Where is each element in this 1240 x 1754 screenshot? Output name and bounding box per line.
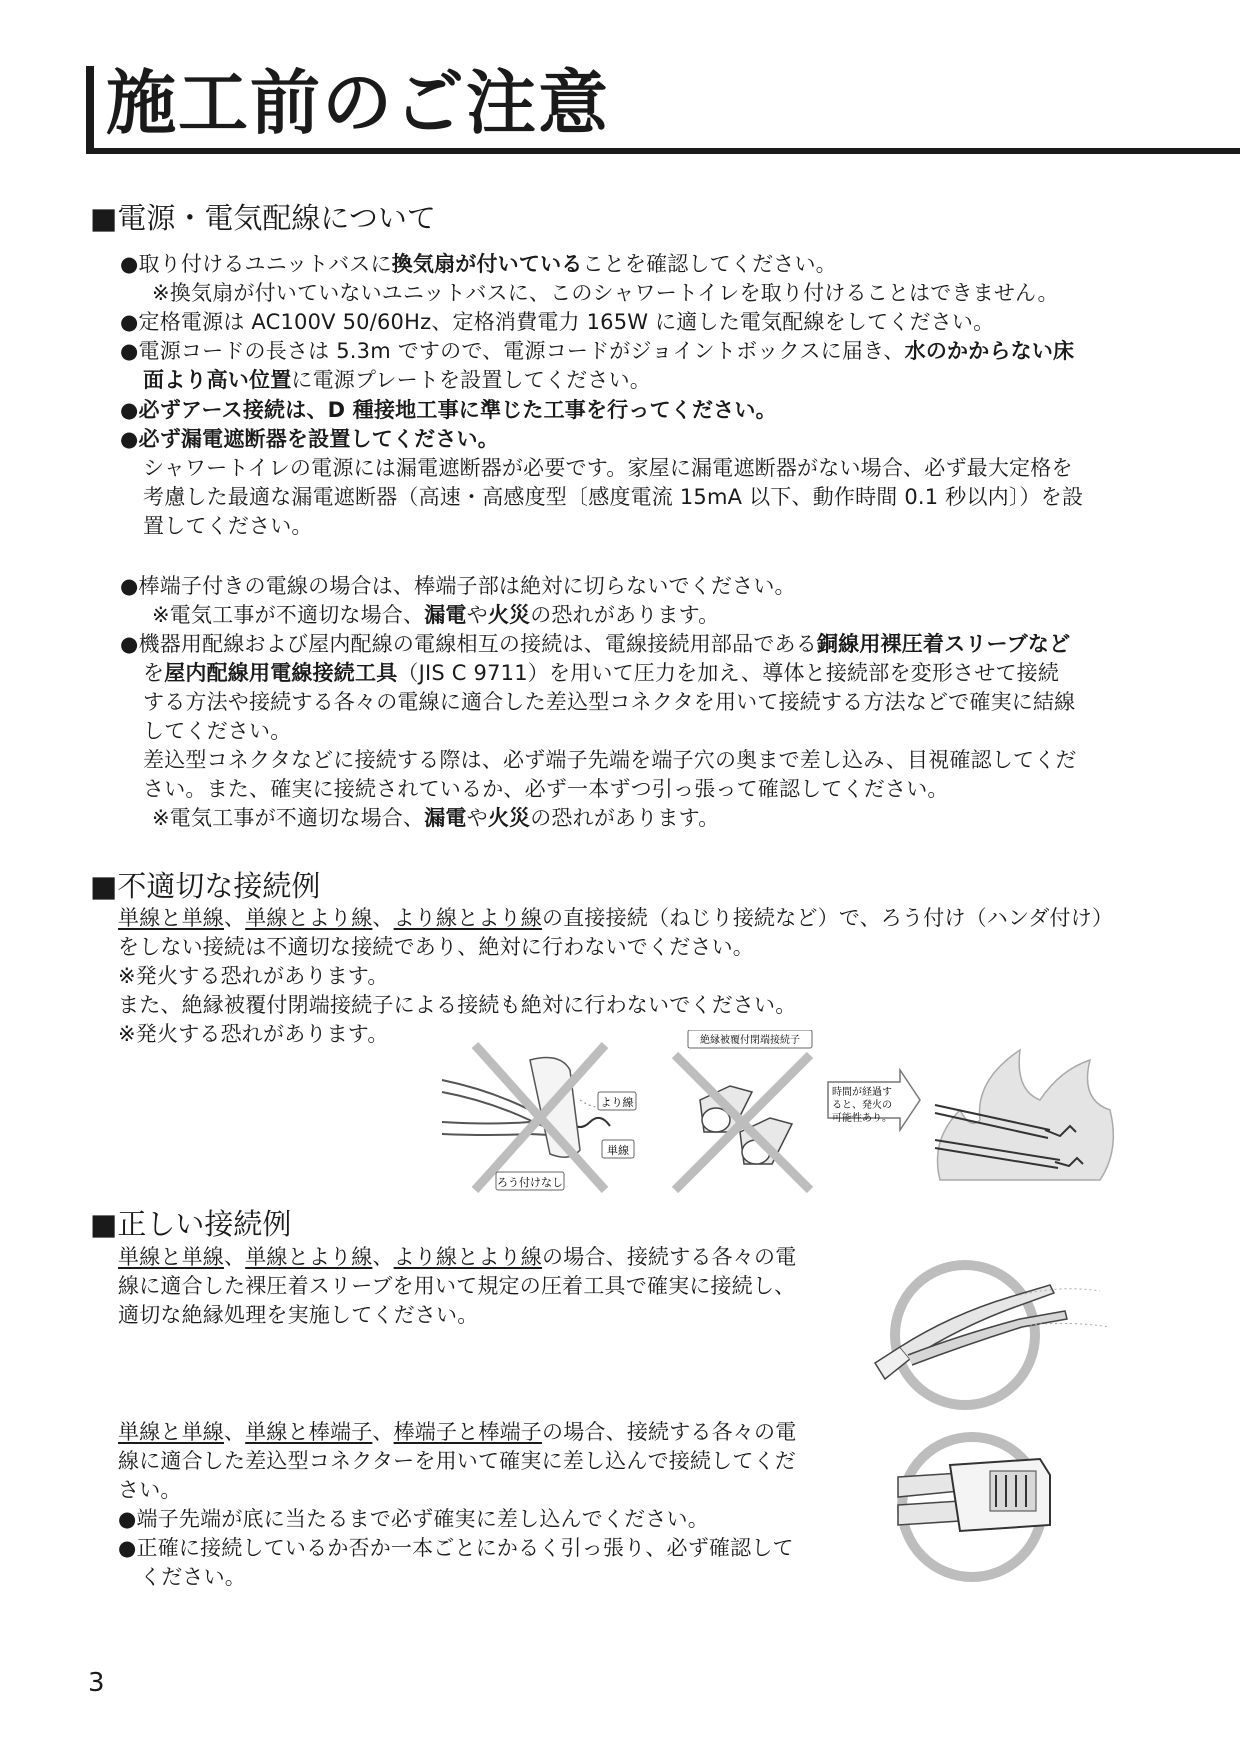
power-line-1: ●取り付けるユニットバスに換気扇が付いていることを確認してください。 (120, 252, 837, 276)
bad-connection-figure (430, 1030, 1120, 1200)
good-p1-line-3: 適切な絶縁処理を実施してください。 (118, 1303, 479, 1327)
bad-line-5: ※発火する恐れがあります。 (118, 1022, 389, 1046)
power-line-13: ●機器用配線および屋内配線の電線相互の接続は、電線接続用部品である銅線用裸圧着スリーブなど (120, 632, 1071, 656)
power-line-18: さい。また、確実に接続されているか、必ず一本ずつ引っ張って確認してください。 (143, 777, 949, 801)
power-line-15: する方法や接続する各々の電線に適合した差込型コネクタを用いて接続する方法などで確実に結線 (143, 690, 1076, 714)
bad-line-2: をしない接続は不適切な接続であり、絶対に行わないでください。 (118, 935, 754, 959)
label-twisted-wire: より線 (600, 1096, 634, 1109)
flame-illustration (938, 1050, 1114, 1180)
good-p2-line-4: ●端子先端が底に当たるまで必ず確実に差し込んでください。 (118, 1507, 709, 1531)
label-single-wire: 単線 (607, 1144, 629, 1157)
power-line-17: 差込型コネクタなどに接続する際は、必ず端子先端を端子穴の奥まで差し込み、目視確認してくだ (143, 748, 1077, 772)
good-p2-line-6: ください。 (140, 1565, 246, 1589)
title-rule (86, 148, 1240, 154)
crimp-tool-figure (870, 1255, 1120, 1415)
label-no-solder: ろう付けなし (497, 1176, 563, 1189)
power-line-4: ●電源コードの長さは 5.3m ですので、電源コードがジョイントボックスに届き、水のかからない床 (120, 339, 1075, 363)
push-in-connector-illustration (898, 1459, 1050, 1531)
section-heading-power: ■電源・電気配線について (90, 201, 436, 235)
power-line-3: ●定格電源は AC100V 50/60Hz、定格消費電力 165W に適した電気配線をしてください。 (120, 310, 995, 334)
page-title: 施工前のご注意 (106, 62, 610, 144)
power-line-7: ●必ず漏電遮断器を設置してください。 (120, 427, 499, 451)
power-line-5: 面より高い位置に電源プレートを設置してください。 (143, 368, 651, 392)
power-line-9: 考慮した最適な漏電遮断器（高速・高感度型〔感度電流 15mA 以下、動作時間 0.1 秒以内〕）を設 (143, 485, 1084, 509)
bad-line-4: また、絶縁被覆付閉端接続子による接続も絶対に行わないでください。 (118, 993, 797, 1017)
section-heading-good: ■正しい接続例 (90, 1207, 292, 1241)
power-line-19: ※電気工事が不適切な場合、漏電や火災の恐れがあります。 (152, 806, 720, 830)
label-closed-end-connector: 絶縁被覆付閉端接続子 (700, 1035, 800, 1046)
page-number: 3 (88, 1668, 105, 1698)
power-line-8: シャワートイレの電源には漏電遮断器が必要です。家屋に漏電遮断器がない場合、必ず最大定格を (143, 456, 1073, 480)
title-accent-bar (86, 66, 94, 154)
good-p2-line-5: ●正確に接続しているか否か一本ごとにかるく引っ張り、必ず確認して (118, 1536, 794, 1560)
power-line-12: ※電気工事が不適切な場合、漏電や火災の恐れがあります。 (152, 603, 720, 627)
good-p2-line-1: 単線と単線、単線と棒端子、棒端子と棒端子の場合、接続する各々の電 (118, 1420, 797, 1444)
power-line-6: ●必ずアース接続は、D 種接地工事に準じた工事を行ってください。 (120, 398, 777, 422)
good-p1-line-1: 単線と単線、単線とより線、より線とより線の場合、接続する各々の電 (118, 1245, 797, 1269)
power-line-14: を屋内配線用電線接続工具（JIS C 9711）を用いて圧力を加え、導体と接続部を変形させて接続 (143, 661, 1060, 685)
section-heading-bad: ■不適切な接続例 (90, 869, 321, 903)
arrow-note-3: 可能性あり。 (832, 1113, 892, 1124)
bad-line-3: ※発火する恐れがあります。 (118, 964, 389, 988)
push-in-connector-figure (890, 1425, 1090, 1585)
power-line-16: してください。 (143, 719, 292, 743)
arrow-note-1: 時間が経過す (832, 1087, 892, 1098)
good-p1-line-2: 線に適合した裸圧着スリーブを用いて規定の圧着工具で確実に接続し、 (118, 1274, 796, 1298)
power-line-10: 置してください。 (143, 514, 313, 538)
good-p2-line-3: さい。 (118, 1478, 182, 1502)
good-p2-line-2: 線に適合した差込型コネクターを用いて確実に差し込んで接続してくだ (118, 1449, 796, 1473)
power-line-11: ●棒端子付きの電線の場合は、棒端子部は絶対に切らないでください。 (120, 574, 796, 598)
bad-line-1: 単線と単線、単線とより線、より線とより線の直接接続（ねじり接続など）で、ろう付け（ハンダ付け） (118, 906, 1114, 930)
arrow-note-2: ると、発火の (832, 1100, 892, 1111)
power-line-2: ※換気扇が付いていないユニットバスに、このシャワートイレを取り付けることはできません。 (152, 281, 1059, 305)
